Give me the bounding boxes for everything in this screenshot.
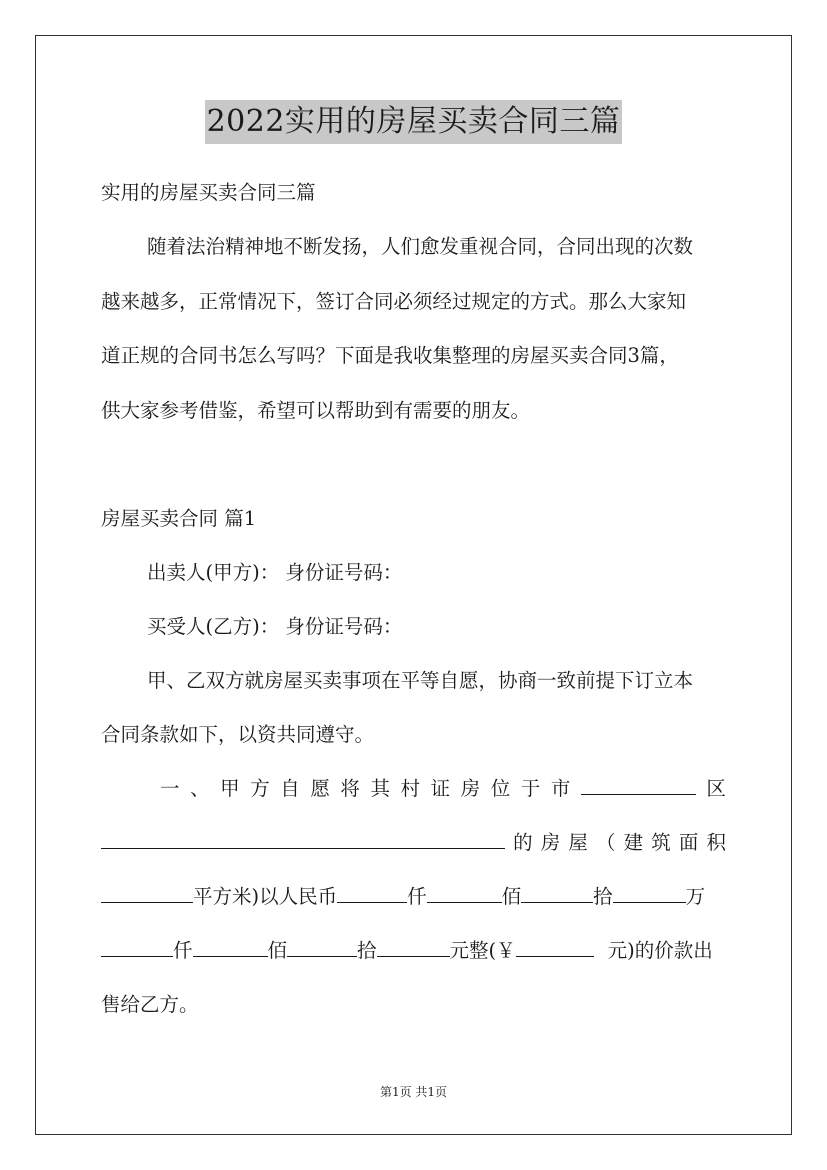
- section-heading: 房屋买卖合同 篇1: [101, 507, 257, 530]
- document-subtitle: 实用的房屋买卖合同三篇: [101, 181, 316, 204]
- clause-char: 建: [623, 831, 644, 854]
- clause-char: 房: [540, 831, 561, 854]
- amount-blank[interactable]: [287, 936, 357, 957]
- clause-char: 村: [400, 777, 421, 800]
- clause-char: 自: [280, 777, 300, 800]
- amount-blank[interactable]: [377, 936, 450, 957]
- area-blank[interactable]: [101, 882, 193, 903]
- document-title: 2022实用的房屋买卖合同三篇: [205, 100, 623, 144]
- buyer-line: 买受人(乙方)： 身份证号码：: [147, 615, 403, 638]
- clause-char: 面: [678, 831, 699, 854]
- clause1-line2: [101, 828, 726, 858]
- clause1-line1: [160, 774, 726, 804]
- address-blank[interactable]: [101, 828, 505, 849]
- amount-blank[interactable]: [337, 882, 407, 903]
- intro-line: 供大家参考借鉴，希望可以帮助到有需要的朋友。: [101, 399, 531, 422]
- clause1-line4: [101, 936, 726, 966]
- clause-char: 房: [460, 777, 481, 800]
- clause1-line3: [101, 882, 726, 912]
- price-close-label: 元)的价款出: [607, 939, 713, 962]
- intro-line: 越来越多，正常情况下，签订合同必须经过规定的方式。那么大家知: [101, 290, 687, 313]
- amount-blank[interactable]: [193, 936, 268, 957]
- amount-blank[interactable]: [521, 882, 593, 903]
- wan-label: 万: [685, 885, 706, 908]
- amount-blank[interactable]: [427, 882, 502, 903]
- price-blank[interactable]: [516, 936, 594, 957]
- intro-line: 道正规的合同书怎么写吗？下面是我收集整理的房屋买卖合同3篇，: [101, 344, 679, 367]
- agreement-line: 合同条款如下，以资共同遵守。: [101, 723, 375, 746]
- clause-char: 愿: [310, 777, 330, 800]
- clause-char: 位: [490, 777, 511, 800]
- clause-char: 屋: [568, 831, 588, 854]
- intro-line: 随着法治精神地不断发扬，人们愈发重视合同，合同出现的次数: [147, 235, 694, 258]
- area-unit-text: 平方米)以人民币: [193, 885, 338, 908]
- clause-char: 市: [550, 777, 571, 800]
- qian-label: 仟: [173, 939, 193, 962]
- clause-char: 于: [520, 777, 541, 800]
- district-blank[interactable]: [581, 774, 696, 795]
- clause-char: 一: [160, 777, 180, 800]
- seller-line: 出卖人(甲方)： 身份证号码：: [147, 561, 403, 584]
- amount-blank[interactable]: [101, 936, 173, 957]
- clause-char: 将: [340, 777, 360, 800]
- shi-label: 拾: [593, 885, 613, 908]
- clause-char: 其: [370, 777, 390, 800]
- amount-blank[interactable]: [613, 882, 686, 903]
- clause-char: 筑: [651, 831, 671, 854]
- yuan-zheng-label: 元整(￥: [449, 939, 516, 962]
- title-container: [0, 100, 827, 144]
- clause1-line5: 售给乙方。: [101, 993, 199, 1016]
- bai-label: 佰: [501, 885, 522, 908]
- clause-char: （: [595, 831, 616, 854]
- clause-char: 甲: [220, 777, 240, 800]
- district-label: 区: [706, 777, 726, 800]
- clause-char: 积: [706, 831, 726, 854]
- clause-char: 、: [190, 777, 210, 800]
- shi-label: 拾: [357, 939, 377, 962]
- clause-char: 证: [430, 777, 451, 800]
- clause-char: 的: [513, 831, 533, 854]
- clause-char: 方: [250, 777, 270, 800]
- bai-label: 佰: [267, 939, 288, 962]
- page-footer: 第1页 共1页: [379, 1085, 448, 1099]
- agreement-line: 甲、乙双方就房屋买卖事项在平等自愿，协商一致前提下订立本: [147, 669, 694, 692]
- qian-label: 仟: [407, 885, 427, 908]
